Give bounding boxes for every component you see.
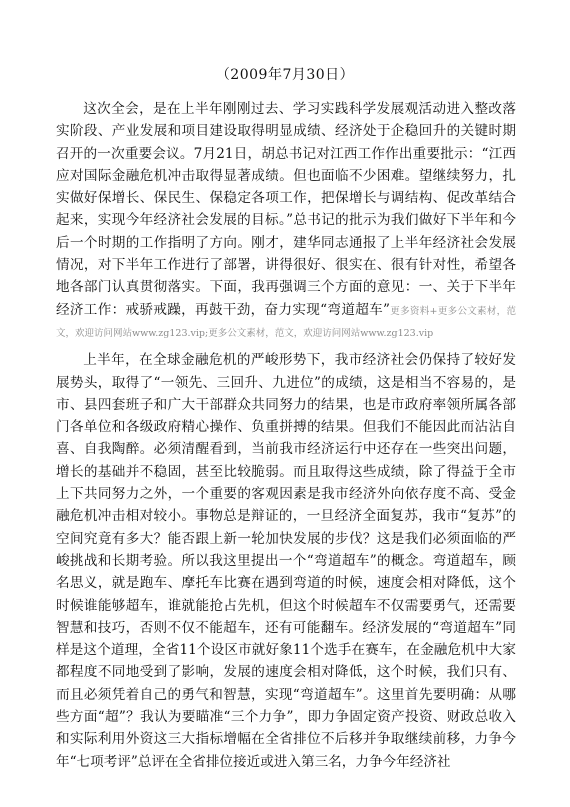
paragraph-2-text: 上半年，在全球金融危机的严峻形势下，我市经济社会仍保持了较好发展势头，取得了“一领先、三回升、九进位”的成绩，这是相当不容易的，是市、县四套班子和广大干部群众共同努力的结果，也是市政府率领所属各部门各单位和各级政府精心操作、负重拼搏的结果。但我们不能因此而沾沾自喜、自我陶醉。必须清醒看到，当前我市经济运行中还存在一些突出问题，增长的基础并不稳固，甚至比较脆弱。而且取得这些成绩，除了得益于全市上下共同努力之外，一个重要的客观因素是我市经济外向依存度不高、受金融危机冲击相对较小。事物总是辩证的，一旦经济全面复苏，我市“复苏”的空间究竟有多大？能否跟上新一轮加快发展的步伐？这是我们必须面临的严峻挑战和长期考验。所以我这里提出一个“弯道超车”的概念。弯道超车，顾名思义，就是跑车、摩托车比赛在遇到弯道的时候，速度会相对降低，这个时候谁能够超车，谁就能抢占先机，但这个时候超车不仅需要勇气，还需要智慧和技巧，否则不仅不能超车，还有可能翻车。经济发展的“弯道超车”同样是这个道理，全省11个设区市就好象11个选手在赛车，在金融危机中大家都程度不同地受到了影响，发展的速度会相对降低，这个时候，我们只有、而且必须凭着自己的勇气和智慧，实现“弯道超车”。这里首先要明确：从哪些方面“超”？我认为要瞄准“三个力争”，即力争固定资产投资、财政总收入和实际利用外资这三大指标增幅在全省排位不后移并争取继续前移，力争今年“七项考评”总评在全省排位接近或进入第三名，力争今年经济社: [56, 352, 516, 770]
paragraph-2: [56, 349, 516, 773]
paragraph-1: [56, 98, 516, 343]
paragraph-1-text: 这次全会，是在上半年刚刚过去、学习实践科学发展观活动进入整改落实阶段、产业发展和项目建设取得明显成绩、经济处于企稳回升的关键时期召开的一次重要会议。7月21日，胡总书记对江西工作作出重要批示：“江西应对国际金融危机冲击取得显著成绩。但也面临不少困难。望继续努力，扎实做好保增长、保民生、保稳定各项工作，把保增长与调结构、促改革结合起来，实现今年经济社会发展的目标。”总书记的批示为我们做好下半年和今后一个时期的工作指明了方向。刚才，建华同志通报了上半年经济社会发展情况，对下半年工作进行了部署，讲得很好、很实在、很有针对性，希望各地各部门认真贯彻落实。下面，我再强调三个方面的意见：一、关于下半年经济工作：戒骄戒躁，再鼓干劲，奋力实现“弯道超车”: [56, 101, 516, 318]
document-body: [56, 98, 516, 773]
promo-watermark-text: 更多资料+更多公文素材，范文，欢迎访问网站www.zg123.vip;更多公文素材，范文，欢迎访问网站www.zg123.vip: [56, 305, 516, 339]
document-date: （2009年7月30日）: [215, 67, 355, 83]
